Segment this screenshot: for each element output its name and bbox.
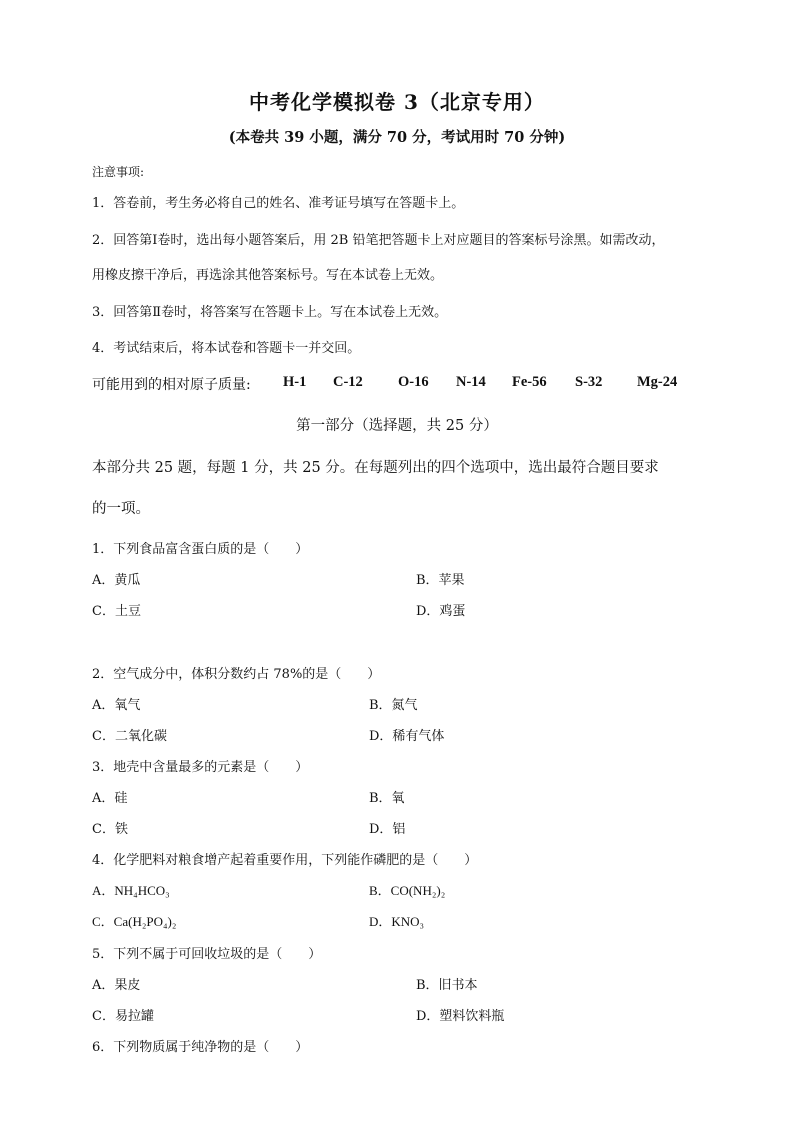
option-c: C．土豆 xyxy=(92,604,141,619)
option-b: B．氮气 xyxy=(369,698,418,713)
question-stem: 3．地壳中含量最多的元素是（ ） xyxy=(92,760,309,775)
option-c: C．Ca(H₂PO₄)₂ xyxy=(92,914,177,929)
note-item: 用橡皮擦干净后，再选涂其他答案标号。写在本试卷上无效。 xyxy=(92,268,444,283)
option-b: B．氧 xyxy=(369,791,405,806)
section-intro: 的一项。 xyxy=(92,501,150,517)
option-d: D．鸡蛋 xyxy=(416,604,466,619)
option-a: A．氧气 xyxy=(92,698,141,713)
section-heading: 第一部分（选择题，共 25 分） xyxy=(296,418,498,434)
atomic-mass: C-12 xyxy=(333,374,363,390)
question-stem: 2．空气成分中，体积分数约占 78%的是（ ） xyxy=(92,667,381,682)
option-c: C．铁 xyxy=(92,822,128,837)
notes-heading: 注意事项: xyxy=(92,165,145,179)
atomic-masses xyxy=(92,374,678,394)
option-d: D．铝 xyxy=(369,822,406,837)
option-a: A．黄瓜 xyxy=(92,573,141,588)
atomic-mass: Fe-56 xyxy=(512,374,547,390)
atomic-mass: O-16 xyxy=(398,374,429,390)
question-stem: 6．下列物质属于纯净物的是（ ） xyxy=(92,1040,309,1055)
option-d: D．稀有气体 xyxy=(369,729,445,744)
note-item: 1．答卷前，考生务必将自己的姓名、准考证号填写在答题卡上。 xyxy=(92,196,465,211)
page-title: 中考化学模拟卷 3（北京专用） xyxy=(249,90,545,114)
atomic-mass: Mg-24 xyxy=(637,374,678,390)
question-stem: 5．下列不属于可回收垃圾的是（ ） xyxy=(92,947,322,962)
option-a: A．果皮 xyxy=(92,978,141,993)
option-d: D．KNO₃ xyxy=(369,914,425,929)
option-d: D．塑料饮料瓶 xyxy=(416,1009,505,1024)
atomic-masses-label: 可能用到的相对原子质量: xyxy=(92,377,251,393)
option-b: B．旧书本 xyxy=(416,978,478,993)
note-item: 4．考试结束后，将本试卷和答题卡一并交回。 xyxy=(92,341,361,356)
page-subtitle: (本卷共 39 小题，满分 70 分，考试用时 70 分钟) xyxy=(228,129,566,146)
option-b: B．苹果 xyxy=(416,573,465,588)
option-c: C．二氧化碳 xyxy=(92,729,167,744)
option-c: C．易拉罐 xyxy=(92,1009,154,1024)
atomic-mass: N-14 xyxy=(456,374,486,390)
option-a: A．NH₄HCO₃ xyxy=(92,883,170,898)
question-stem: 1．下列食品富含蛋白质的是（ ） xyxy=(92,542,309,557)
note-item: 2．回答第Ⅰ卷时，选出每小题答案后，用 2B 铅笔把答题卡上对应题目的答案标号涂黑。如需改动， xyxy=(92,233,665,248)
option-b: B．CO(NH₂)₂ xyxy=(369,883,446,898)
question-stem: 4．化学肥料对粮食增产起着重要作用，下列能作磷肥的是（ ） xyxy=(92,853,478,868)
section-intro: 本部分共 25 题，每题 1 分，共 25 分。在每题列出的四个选项中，选出最符合题目要求 xyxy=(92,460,659,476)
atomic-mass: S-32 xyxy=(575,374,603,390)
note-item: 3．回答第Ⅱ卷时，将答案写在答题卡上。写在本试卷上无效。 xyxy=(92,305,448,320)
atomic-mass: H-1 xyxy=(283,374,307,390)
option-a: A．硅 xyxy=(92,791,128,806)
